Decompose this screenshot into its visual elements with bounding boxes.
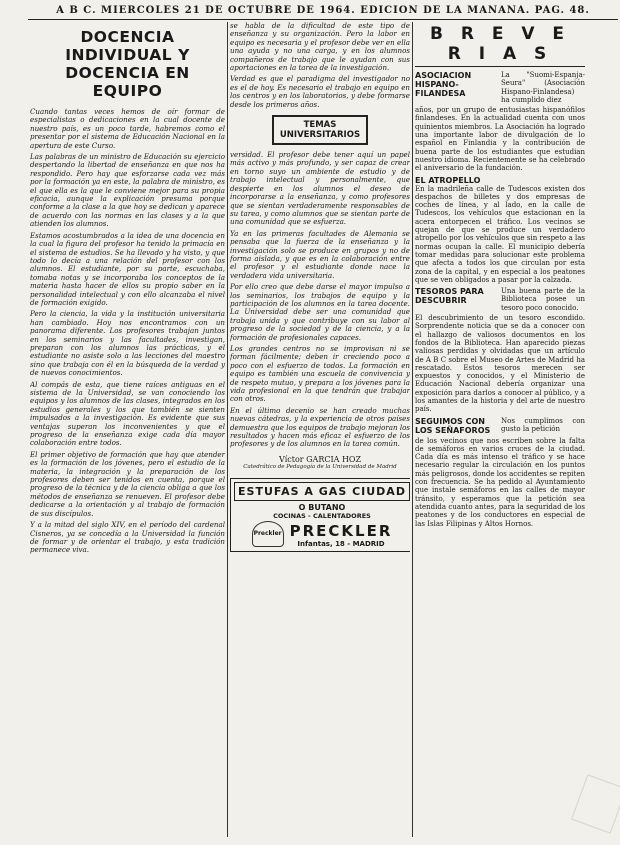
brief-text: En la madrileña calle de Tudescos existen dos despachos de billetes y dos empresas de coches de línea, y al lado, en la calle de Tudescos, los vehículos que estacionan en la acera entorpecen el tráfico. Los vecinos se quejan de que se produce un verdadero atropello por los vehículos que sin respeto a las normas ocupan la calle. El municipio debería tomar medidas para solucionar este problema que afecta a todos los que circulan por esta zona de la capital, y en especial a los peatones que se ven obligados a pasar por la calzada. [415, 184, 585, 284]
article-column-3 [415, 22, 585, 531]
paragraph: se habla de la dificultad de este tipo de enseñanza y su organización. Pero la labor en equipo es necesaria y el profesor debe ver en ella una ayuda y no una carga, y en los alumnos compañeros de trabajo que le ayudan con sus aportaciones en la tarea de la investigación. [230, 22, 410, 73]
brief-header [415, 287, 585, 312]
brief-title: EL ATROPELLO [415, 175, 481, 185]
ad-subline: O BUTANO [298, 502, 346, 512]
paragraph: Los grandes centros no se improvisan ni se forman fácilmente; deben ir creciendo poco a poco con el esfuerzo de todos. La formación en equipo es también una escuela de convivencia y de respeto mutuo, y prepara a los jóvenes para la vida profesional en la que tendrán que trabajar con otros. [230, 344, 410, 404]
brief-header [415, 71, 585, 104]
paragraph: Al compás de esta, que tiene raíces antiguas en el sistema de la Universidad, se van conociendo los equipos y los alumnos de las clases, integrados en los estudios generales y los que también se sienten impulsados a la investigación. Es evidente que sus ventajas superan los inconvenientes y que el progreso de la enseñanza exige cada día mayor colaboración entre todos. [30, 379, 225, 448]
author-signature: Víctor GARCIA HOZ [278, 454, 362, 464]
brief-text: de los vecinos que nos escriben sobre la falta de semáforos en varios cruces de la ciudad. Cada día es más intenso el tráfico y se hace necesario regular la circulación en los puntos más peligrosos, donde los accidentes se repiten con frecuencia. Se ha pedido al Ayuntamiento que instale semáforos en las calles de mayor tránsito, y esperamos que la petición sea atendida cuanto antes, para la seguridad de los peatones y de los conductores en especial de las Islas Filipinas y Altos Hornos. [415, 436, 585, 528]
ad-brand: PRECKLER [289, 521, 393, 540]
brief-text: El descubrimiento de un tesoro escondido. Sorprendente noticia que se da a conocer con el hallazgo de valiosos documentos en los fondos de la Biblioteca. Han aparecido piezas valiosas perdidas y olvidadas que un artículo de A B C sobre el Museo de Artes de Madrid ha rescatado. Estos tesoros merecen ser expuestos y conocidos, y el Ministerio de Educación Nacional debería organizar una exposición para darlos a conocer al público, y a los amantes de la historia y del arte de nuestro país. [415, 314, 585, 414]
paragraph: El primer objetivo de formación que hay que atender es la formación de los jóvenes, pero el estudio de la materia, la integración y la preparación de los profesores deben ser tenidos en cuenta, porque el progreso de la técnica y de la ciencia obliga a que los métodos de enseñanza se renueven. El profesor debe dedicarse a la orientación y al trabajo de formación de sus discípulos. [30, 449, 225, 518]
paragraph: Las palabras de un ministro de Educación su ejercicio despertando la libertad de enseñanza en que nos ha respondido. Pero hay que esforzarse cada vez más por la formación ya en este, la palabra de ministro, es el que ella es la que le conviene mejor para su propia eficacia, aunque la explicación presuma porque conforme a la clase a la que hoy se dedican y aparece de acuerdo con las normas en las clases y a la que atienden los alumnos. [30, 152, 225, 229]
watermark-stamp [571, 774, 620, 833]
ad-headline: ESTUFAS A GAS CIUDAD [234, 482, 410, 501]
ad-brand-block [290, 520, 393, 548]
brand-logo-icon: Preckler [252, 521, 284, 547]
column-divider [412, 22, 413, 837]
column-divider [227, 22, 228, 837]
brief-title: ASOCIACION HISPANO-FILANDESA [415, 71, 472, 98]
brief-text: años, por un grupo de entusiastas hispanófilos finlandeses. En la actualidad cuenta con unos quinientos miembros. La Asociación ha logrado una importante labor de divulgación de lo español en Finlandia y la contribución de buena parte de los estudiantes que estudian nuestro idioma. Recientemente se ha celebrado el aniversario de la fundación. [415, 106, 585, 173]
paragraph: Pero la ciencia, la vida y la institución universitaria han cambiado. Hoy nos encontramos con un panorama diferente. Los profesores trabajan juntos en los seminarios y las facultades, investigan, preparan con los alumnos las prácticas, y el estudiante no asiste solo a las lecciones del maestro sino que trabaja con él en la búsqueda de la verdad y de nuevos conocimientos. [30, 309, 225, 378]
brief-header [415, 417, 585, 435]
section-title: B R E V E R I A S [415, 24, 585, 67]
advertisement [230, 478, 410, 552]
brief-lead: La "Suomi-Espanja-Seura" (Asociación Hispano-Finlandesa) ha cumplido diez [501, 71, 585, 104]
paragraph: Cuando tantas veces hemos de oír formar de especialistas o dedicaciones en la cual docente de nuestro país, es un poco tarde, habremos como el presentar por el sistema de Educación Nacional en la apertura de este Curso. [30, 107, 225, 150]
article-column-2 [230, 22, 410, 552]
ad-brand-row [234, 520, 410, 548]
paragraph: Ya en las primeras facultades de Alemania se pensaba que la fuerza de la enseñanza y la investigación solo se produce en grupos y no de forma aislada, y que es en la colaboración entre el profesor y el estudiante donde nace la verdadera vida universitaria. [230, 228, 410, 280]
paragraph: En el último decenio se han creado muchas nuevas cátedras, y la experiencia de otros países demuestra que los equipos de trabajo mejoran los resultados y hacen más eficaz el esfuerzo de los profesores y de los alumnos en la tarea común. [230, 405, 410, 449]
brief-title: TESOROS PARA DESCUBRIR [415, 287, 484, 306]
ad-products: COCINAS - CALENTADORES [273, 511, 371, 520]
brief-lead: Nos cumplimos con gusto la petición [501, 416, 585, 433]
article-title: DOCENCIA INDIVIDUAL Y DOCENCIA EN EQUIPO [65, 28, 190, 100]
page-header: A B C. MIERCOLES 21 DE OCTUBRE DE 1964. EDICION DE LA MAÑANA. PAG. 48. [28, 5, 618, 20]
brief-lead: Una buena parte de la Biblioteca posee un tesoro poco conocido. [501, 287, 585, 312]
paragraph: Verdad es que el paradigma del investigador no es el de hoy. Es necesario el trabajo en equipo en los centros y en los laboratorios, y debe formarse desde los primeros años. [230, 74, 410, 109]
paragraph: Y a la mitad del siglo XIV, en el período del cardenal Cisneros, ya se concedía a la Universidad la función de formar y de orientar el trabajo, y esta tradición permanece viva. [30, 520, 225, 555]
paragraph: Por ello creo que debe darse el mayor impulso a los seminarios, los trabajos de equipo y la participación de los alumnos en la tarea docente. La Universidad debe ser una comunidad que trabaja unida y que contribuye con su labor al progreso de la sociedad y de la ciencia, y a la formación de profesionales capaces. [230, 282, 410, 342]
author-title: Catedrático de Pedagogía de la Universidad de Madrid [243, 463, 397, 470]
ad-address: Infantas, 18 - MADRID [297, 539, 385, 548]
section-box: TEMAS UNIVERSITARIOS [272, 115, 368, 145]
paragraph: Estamos acostumbrados a la idea de una docencia en la cual la figura del profesor ha tenido la primacía en el sistema de estudios. Se ha llevado y ha visto, y que todo lo decía a una relación del profesor con los alumnos. El estudiante, por su parte, escuchaba, tomaba notas y se incorporaba los conceptos de la materia hasta hacer de ellos su propio saber en la personalidad intelectual y con ello alcanzaba el nivel de formación exigido. [30, 230, 225, 307]
paragraph: versidad. El profesor debe tener aquí un papel más activo y más profundo, y ser capaz de crear en torno suyo un ambiente de estudio y de trabajo intelectual y personalmente, que despierte en los alumnos el deseo de incorporarse a la enseñanza, y como profesores que se sientan verdaderamente responsables de su tarea, y como alumnos que se sientan parte de una comunidad que se esfuerza. [230, 150, 410, 227]
brief-title: SEGUIMOS CON LOS SEÑAFOROS [415, 416, 491, 435]
article-column-1 [30, 22, 225, 558]
